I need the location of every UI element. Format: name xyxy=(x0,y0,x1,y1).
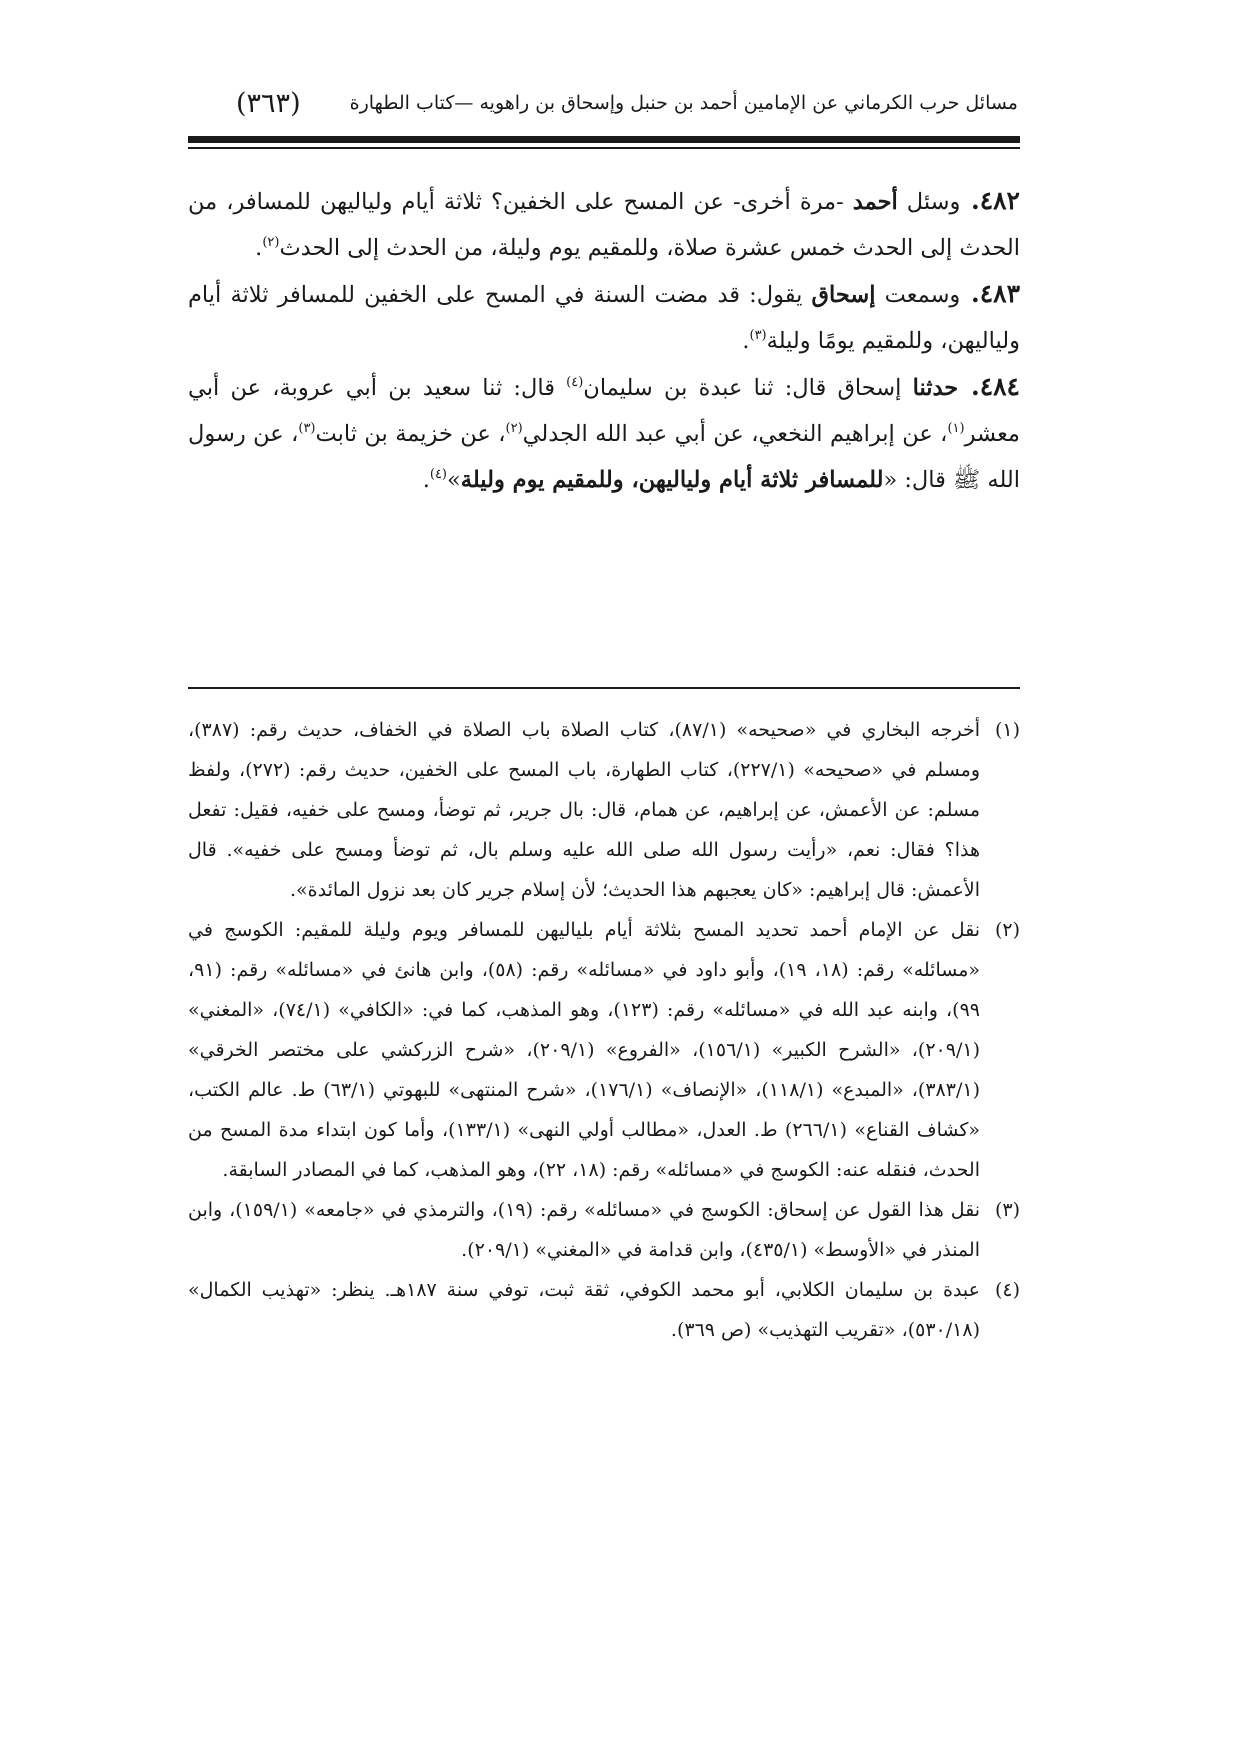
footnote-ref: (٢) xyxy=(505,421,523,436)
footnote-separator xyxy=(188,687,1020,689)
paragraph-484: ٤٨٤. حدثنا إسحاق قال: ثنا عبدة بن سليمان$^{(٤)}$ قال: ثنا سعيد بن أبي عروبة، عن أبي معشر$^{(١)}$، عن إبراهيم النخعي، عن أبي عبد الله الجدلي$^{(٢)}$، عن خزيمة بن ثابت$^{(٣)}$، عن رسول الله ﷺ قال: «للمسافر ثلاثة أيام ولياليهن، وللمقيم يوم وليلة»$^{(٤)}$. xyxy=(188,372,1020,493)
footnote-text: نقل عن الإمام أحمد تحديد المسح بثلاثة أيام بلياليهن للمسافر ويوم وليلة للمقيم: الكوسج في «مسائله» رقم: (١٨، ١٩)، وأبو داود في «مسائله» رقم: (٥٨)، وابن هانئ في «مسائله» رقم: (٩١، ٩٩)، وابنه عبد الله في «مسائله» رقم: (١٢٣)، وهو المذهب، كما في: «الكافي» (٧٤/١)، «المغني» (٢٠٩/١)، «الشرح الكبير» (١٥٦/١)، «الفروع» (٢٠٩/١)، «شرح الزركشي على مختصر الخرقي» (٣٨٣/١)، «المبدع» (١١٨/١)، «الإنصاف» (١٧٦/١)، «شرح المنتهى» للبهوتي (٦٣/١) ط. عالم الكتب، «كشاف القناع» (٢٦٦/١) ط. العدل، «مطالب أولي النهى» (١٣٣/١)، وأما كون ابتداء مدة المسح من الحدث، فنقله عنه: الكوسج في «مسائله» رقم: (١٨، ٢٢)، وهو المذهب، كما في المصادر السابقة. xyxy=(188,919,981,1181)
bold-name: أحمد xyxy=(852,189,898,215)
paragraph-482: ٤٨٢. وسئل أحمد -مرة أخرى- عن المسح على الخفين؟ ثلاثة أيام ولياليهن للمسافر، من الحدث إلى الحدث خمس عشرة صلاة، وللمقيم يوم وليلة، من الحدث إلى الحدث$^{(٢)}$. xyxy=(188,186,1020,261)
footnote-number: (٣) xyxy=(994,1199,1020,1221)
footnote-2 xyxy=(188,910,1020,1190)
footnote-number: (١) xyxy=(994,719,1020,741)
footnote-number: (٢) xyxy=(994,919,1020,941)
footnote-text: نقل هذا القول عن إسحاق: الكوسج في «مسائله» رقم: (١٩)، والترمذي في «جامعه» (١٥٩/١)، وابن المنذر في «الأوسط» (٤٣٥/١)، وابن قدامة في «المغني» (٢٠٩/١). xyxy=(188,1199,980,1261)
footnote-text: عبدة بن سليمان الكلابي، أبو محمد الكوفي، ثقة ثبت، توفي سنة ١٨٧هـ. ينظر: «تهذيب الكمال» (٥٣٠/١٨)، «تقريب التهذيب» (ص ٣٦٩). xyxy=(188,1279,980,1341)
footnote-3 xyxy=(188,1190,1020,1270)
footnote-ref: (٣) xyxy=(749,328,767,343)
footnote-text: أخرجه البخاري في «صحيحه» (٨٧/١)، كتاب الصلاة باب الصلاة في الخفاف، حديث رقم: (٣٨٧)، ومسلم في «صحيحه» (٢٢٧/١)، كتاب الطهارة، باب المسح على الخفين، حديث رقم: (٢٧٢)، ولفظ مسلم: عن الأعمش، عن إبراهيم، عن همام، قال: بال جرير، ثم توضأ، ومسح على خفيه، فقيل: تفعل هذا؟ فقال: نعم، «رأيت رسول الله صلى الله عليه وسلم بال، ثم توضأ ومسح على خفيه». قال الأعمش: قال إبراهيم: «كان يعجبهم هذا الحديث؛ لأن إسلام جرير كان بعد نزول المائدة». xyxy=(188,719,980,901)
main-text xyxy=(188,178,1020,503)
header-rule-thick xyxy=(188,136,1020,143)
footnote-ref: (٤) xyxy=(429,467,447,482)
running-header xyxy=(188,88,1018,128)
paragraph-number: ٤٨٢ xyxy=(979,186,1020,215)
paragraph-number: ٤٨٤ xyxy=(979,372,1020,401)
footnote-4 xyxy=(188,1270,1020,1350)
header-title: مسائل حرب الكرماني عن الإمامين أحمد بن حنبل وإسحاق بن راهويه —كتاب الطهارة xyxy=(349,92,1018,114)
footnotes xyxy=(188,710,1020,1350)
hadith-text: للمسافر ثلاثة أيام ولياليهن، وللمقيم يوم وليلة xyxy=(460,467,884,493)
footnote-ref: (٣) xyxy=(298,421,316,436)
paragraph-number: ٤٨٣ xyxy=(979,279,1021,308)
footnote-ref: (٢) xyxy=(262,235,280,250)
page-number: (٣٦٣) xyxy=(236,88,301,119)
footnote-number: (٤) xyxy=(994,1279,1020,1301)
paragraph-483: ٤٨٣. وسمعت إسحاق يقول: قد مضت السنة في المسح على الخفين للمسافر ثلاثة أيام ولياليهن، وللمقيم يومًا وليلة$^{(٣)}$. xyxy=(188,279,1021,354)
bold-word: حدثنا xyxy=(912,375,959,401)
footnote-1 xyxy=(188,710,1020,910)
footnote-ref: (١) xyxy=(947,421,965,436)
header-rule-thin xyxy=(188,147,1020,149)
bold-name: إسحاق xyxy=(811,282,876,308)
footnote-ref: (٤) xyxy=(566,375,584,390)
